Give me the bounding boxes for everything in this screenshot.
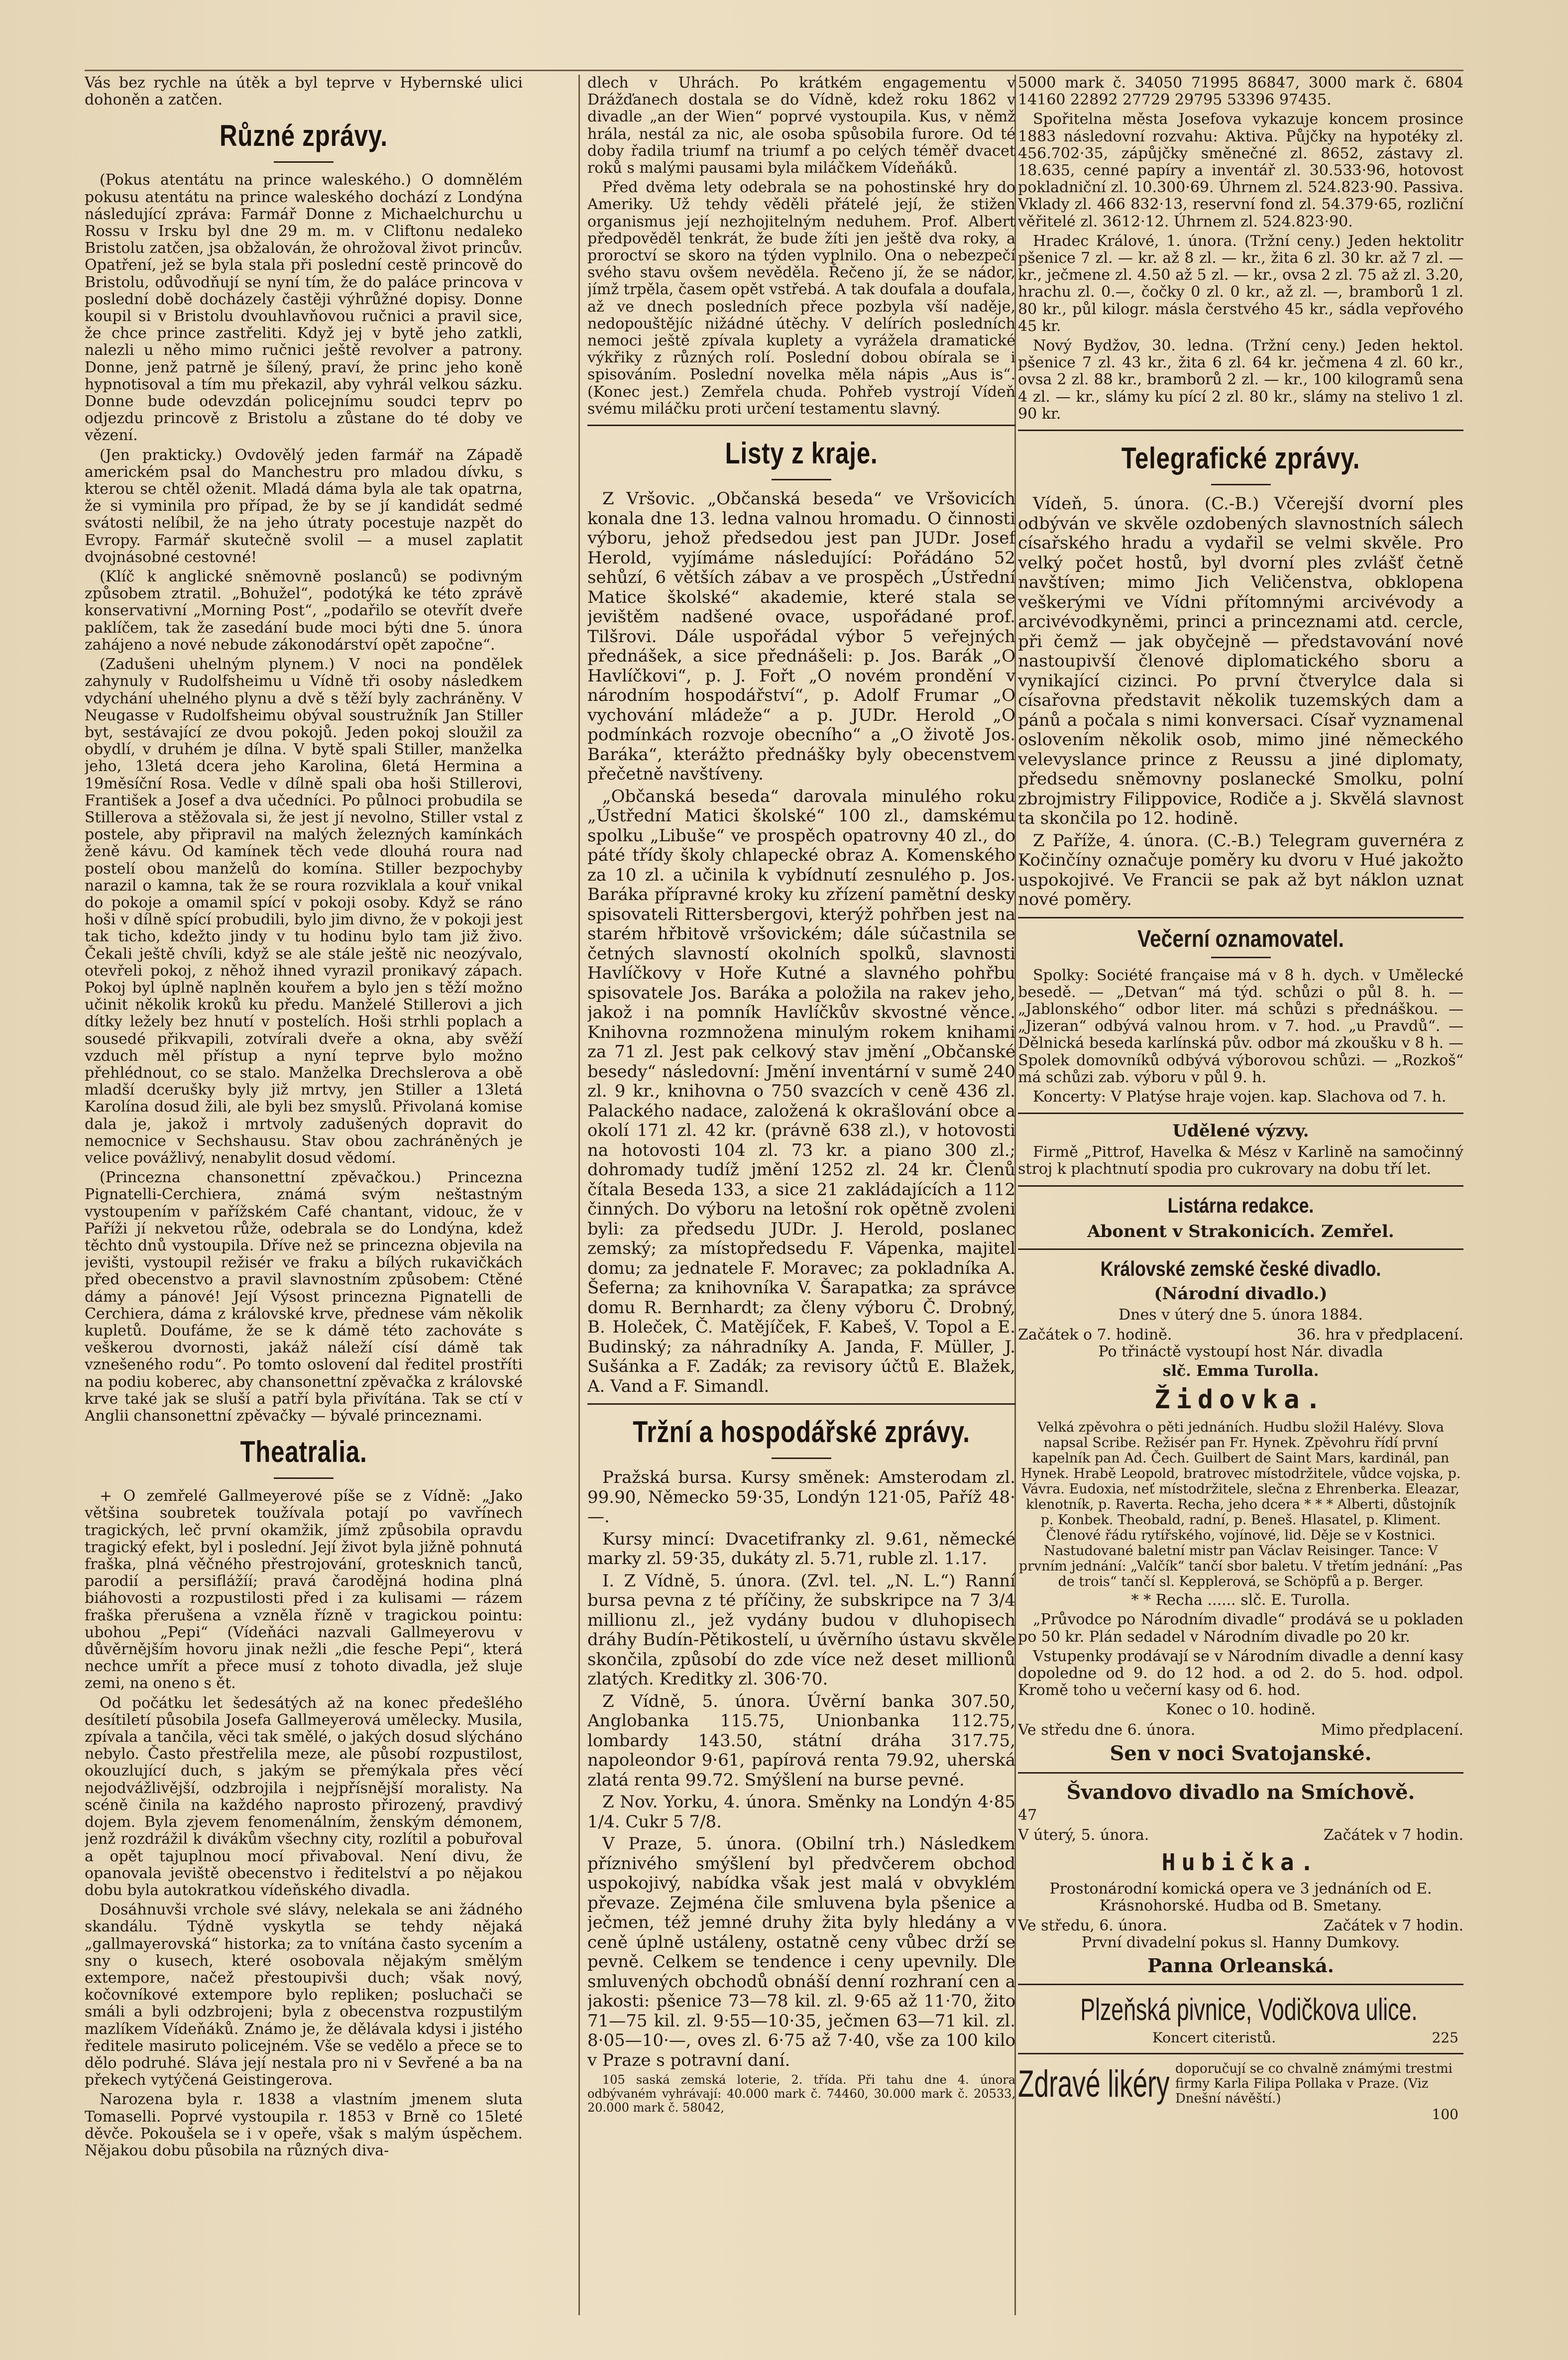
- article-paragraph: Hradec Králové, 1. února. (Tržní ceny.) Jeden hektolitr pšenice 7 zl. — kr. až 8 zl. — kr., žita 6 zl. 30 kr. až 7 zl. — kr., ječmene zl. 4.50 až 5 zl. — kr., ovsa 2 zl. 75 až zl. 3.20, hrachu zl. 0.—, čočky 0 zl. 0 kr., až zl. —, bramborů 1 zl. 80 kr., půl kilogr. másla čerstvého 45 kr., sádla vepřového 45 kr.: [1018, 232, 1463, 335]
- divider: [1018, 1185, 1463, 1187]
- column-1: [85, 75, 523, 2330]
- article-paragraph: Z Vídně, 5. února. Úvěrní banka 307.50, Anglobanka 115.75, Unionbanka 112.75, lombardy 143.50, státní dráha 317.75, napoleondor 9·61, papírová renta 79.92, uherská zlatá renta 99.72. Smýšlení na burse pevné.: [587, 1691, 1015, 1790]
- play-recha: * * Recha ...... slč. E. Turolla.: [1131, 1591, 1350, 1609]
- next-date: Ve středu dne 6. února.: [1018, 1721, 1196, 1739]
- article-paragraph: Kursy mincí: Dvacetifranky zl. 9.61, německé marky zl. 59·35, dukáty zl. 5.71, ruble zl. 1.17.: [587, 1529, 1015, 1569]
- article-paragraph: (Jen prakticky.) Ovdovělý jeden farmář na Západě americkém psal do Manchestru pro mladou dívku, s kterou se chtěl oženit. Mladá dáma byla ale tak opatrna, že si vyminila pro případ, že by se jí kandidát sedmé svátosti nelíbil, že na jeho útraty pocestuje nazpět do Evropy. Farmář skutečně svolil — a musel zaplatit dvojnásobné cestovné!: [85, 446, 523, 566]
- article-paragraph: Vídeň, 5. února. (C.-B.) Včerejší dvorní ples odbýván ve skvěle ozdobených slavnostních sálech císařského hradu a vydařil se velmi skvěle. Pro velký počet hostů, byl dvorní ples zvlášť četně navštíven; mimo Jich Veličenstva, obklopena veškerými ve Vídni přítomnými arcivévody a arcivévodkyněmi, princi a princeznami atd. cercle, při čemž — jak obyčejně — představování nové nastoupivší členové diplomatického sboru a vynikající cizinci. Po první čtverylce dala si císařovna představit několik tuzemských dam a pánů a počala s nimi konversaci. Císař vyznamenal oslovením několik osob, mimo jiné německého velevyslance prince z Reussu a jiné diplomaty, předsedu sněmovny poslanecké Smolku, polní zbrojmistry Filippovice, Rodiče a j. Skvělá slavnost ta skončila po 12. hodině.: [1018, 494, 1463, 829]
- announcement: Spolky: Société française má v 8 h. dych. v Umělecké besedě. — „Detvan“ má týd. schůzi o půl 8. h. — „Jablonského“ odbor liter. má schůzi s přednáškou. — „Jizeran“ odbývá valnou hrom. v 7. hod. „u Pravdů“. — Dělnická beseda karlínská pův. odbor má zkoušku v 8 h. — Spolek domovníků odbývá výborovou schůzi. — „Rozkoš“ má schůzi zab. výboru v půl 9. h.: [1018, 966, 1463, 1086]
- next-meta: [1018, 1721, 1463, 1739]
- play-end: Konec o 10. hodině.: [1166, 1701, 1316, 1719]
- next-subscription: Mimo předplacení.: [1321, 1721, 1463, 1739]
- divider: [1018, 917, 1463, 918]
- article-paragraph: Z Paříže, 4. února. (C.-B.) Telegram guvernéra z Kočinčíny označuje poměry ku dvoru v Hué jakožto uspokojivé. Ve Francii se pak až byt náklon uznat nové poměry.: [1018, 830, 1463, 910]
- smichov-meta: [1018, 1826, 1463, 1844]
- divider: [1018, 430, 1463, 431]
- ad-likery-logo: Zdravé likéry: [1018, 2062, 1170, 2105]
- divider: [772, 1458, 831, 1459]
- smichov-play: Hubička.: [1161, 1848, 1320, 1876]
- divider: [1018, 1248, 1463, 1250]
- divider: [1211, 957, 1271, 958]
- smichov-next-date: Ve středu, 6. února.: [1018, 1917, 1167, 1935]
- article-paragraph: Narozena byla r. 1838 a vlastním jmenem sluta Tomaselli. Poprvé vystoupila r. 1853 v Brně co 15leté děvče. Pokoušela se i v opeře, však s malým úspěchem. Nějakou dobu působila na různých diva-: [85, 2091, 523, 2159]
- next-play: Sen v noci Svatojanské.: [1110, 1741, 1372, 1765]
- smichov-title: Švandovo divadlo na Smíchově.: [1066, 1780, 1415, 1804]
- column-2: [587, 75, 1015, 2330]
- market-news: [587, 1468, 1015, 2070]
- article-paragraph: Z Nov. Yorku, 4. února. Směnky na Londýn 4·85 1/4. Cukr 5 7/8.: [587, 1792, 1015, 1832]
- article-paragraph: Z Vršovic. „Občanská beseda“ ve Vršovicích konala dne 13. ledna valnou hromadu. O činnosti výboru, jehož předsedou jest pan JUDr. Josef Herold, vyjímáme následující: Pořádáno 52 sehůzí, 6 větších zábav a ve prospěch „Ústřední Matice školské“ akademie, které stala se jevištěm nadšené ovace, uspořádané prof. Tilšrovi. Dále uspořádal výbor 5 veřejných přednášek, a sice přednášeli: p. Jos. Barák „O Havlíčkovi“, p. J. Fořt „O novém prondění v národním hospodářství“, p. Adolf Frumar „O vychování mládeže“ a p. JUDr. Herold „O podmínkách rozvoje obecního“ a „O životě Jos. Baráka“, kterážto přednášky byly obecenstvem přečetně navštíveny.: [587, 489, 1015, 785]
- divider: [1018, 1113, 1463, 1114]
- article-paragraph: Před dvěma lety odebrala se na pohostinské hry do Ameriky. Už tehdy věděli přátelé její, že stižen organismus její nezhojitelným neduhem. Prof. Albert předpověděl tenkrát, že bude žíti jen ještě dva roky, a proroctví se skoro na týden vyplnilo. Ona o nebezpečí svého stavu ovšem nevěděla. Řečeno jí, že se nádor, jímž trpěla, časem opět vstřebá. A tak doufala a doufala, až ve dnech posledních přece pozbyla vší naděje, nedopouštějíc nižádné útěchy. V delírích posledních nemoci ještě zpívala kuplety a vyrážela dramatické výkřiky z různých rolí. Poslední dobou obírala se i spisováním. Poslední novelka měla nápis „Aus is“. (Konec jest.) Zemřela chuda. Pohřeb vystrojí Vídeň svému miláčku proti určení testamentu slavný.: [587, 179, 1015, 418]
- divider: [1018, 1772, 1463, 1774]
- intro-text: Vás bez rychle na útěk a byl teprve v Hybernské ulici dohoněn a zatčen.: [85, 75, 523, 109]
- smichov-next-play: Panna Orleanská.: [1147, 1954, 1334, 1977]
- patents-title: Udělené výzvy.: [1172, 1121, 1309, 1141]
- article-paragraph: „Občanská beseda“ darovala minulého roku „Ústřední Matici školské“ 100 zl., damskému spolku „Libuše“ ve prospěch opatrovny 40 zl., do páté třídy školy chlapecké obraz A. Komenského za 10 zl. a učinila k vybídnutí zesnulého p. Jos. Baráka přípravné kroky ku zřízení pamětní desky spisovateli Rittersbergovi, kterýž pohřben jest na starém hřbitově vršovickém; dále súčastnila se četných slavností okolních spolků, slavnosti Havlíčkovy v Hoře Kutné a slavného pohřbu spisovatele Jos. Baráka a položila na rakev jeho, jakož i na pomník Havlíčkův skvostné věnce. Knihovna rozmnožena minulým rokem knihami za 71 zl. Jest pak celkový stav jmění „Občanské besedy“ následovní: Jmění inventární v sumě 240 zl. 9 kr., knihovna o 750 svazcích v ceně 436 zl. Palackého nadace, založená k okrašlování obce a okolí 171 zl. 42 kr. (právně 638 zl.), v hotovosti na hotovosti 104 zl. 73 kr. a piano 300 zl.; dohromady tudíž jmění 1252 zl. 24 kr. Členů čítala Beseda 133, a sice 21 zakládajících a 112 činných. Do výboru na letošní rok opětně zvoleni byli: za předsedu JUDr. J. Herold, poslanec zemský; za místopředsedu F. Vápenka, majitel domu; za jednatele F. Moravec; za pokladníka A. Šeferna; za knihovníka V. Šarapatka; za správce domu R. Bernhardt; za členy výboru Č. Drobný, B. Holeček, Č. Matějíček, F. Kabeš, V. Topol a E. Budinský; za náhradníky A. Janda, F. Müller, J. Sušánka a F. Zadák; za revisory účtů E. Blažek, A. Vand a F. Simandl.: [587, 786, 1015, 1396]
- play-tickets: Vstupenky prodávají se v Národním divadle a denní kasy dopoledne od 9. do 12 hod. a od 2. do 5. hod. odpol. Kromě toho u večerní kasy od 6. hod.: [1018, 1647, 1463, 1699]
- article-paragraph: Pražská bursa. Kursy směnek: Amsterodam zl. 99.90, Německo 59·35, Londýn 121·05, Paříž 48·—.: [587, 1467, 1015, 1527]
- patents-text: Firmě „Pittrof, Havelka & Mész v Karlině na samočinný stroj k plachtnutí spodia pro cukrovary na dobu tří let.: [1018, 1143, 1463, 1178]
- heading-listy-z-kraje: Listy z kraje.: [725, 437, 878, 470]
- theatre-subscription: 36. hra v předplacení.: [1296, 1326, 1463, 1344]
- divider: [587, 425, 1015, 426]
- article-paragraph: (Klíč k anglické sněmovně poslanců) se podivným způsobem ztratil. „Bohužel“, podotýká ke této zprávě konservativní „Morning Post“, „podařilo se otevřít dveře paklíčem, tak že zasedání bude moci býti dne 5. února zahájeno a nové nebude zákonodárství opět započne“.: [85, 568, 523, 654]
- theatre-start: Začátek o 7. hodině.: [1018, 1326, 1172, 1344]
- article-paragraph: (Pokus atentátu na prince waleského.) O domnělém pokusu atentátu na prince waleského dochází z Londýna následující zpráva: Farmář Donne z Michaelchurchu u Rossu v Irsku byl dne 29 m. m. v Cliftonu nedaleko Bristolu zatčen, jsa obžalován, že ohrožoval život princův. Opatření, jež se byla stala při poslední cestě princově do Bristolu, odůvodňují se nyní tím, že do paláce princova v poslední době docházely častěji výhrůžné dopisy. Donne koupil si v Bristolu dvouhlavňovou ručnici a pravil sice, že chce prince zastřeliti. Když jej v bytě jeho zatkli, nalezli u něho mimo ručnici ještě revolver a patrony. Donne, jenž patrně je šílený, praví, že princ jeho koně hypnotisoval a tím mu překazil, aby vyhrál velkou sázku. Donne bude odevzdán policejnímu soudci teprv po odjezdu princově z Bristolu a zůstane do té doby ve vězení.: [85, 171, 523, 445]
- article-paragraph: Spořitelna města Josefova vykazuje koncem prosince 1883 následovní rozvahu: Aktiva. Půjčky na hypotéky zl. 456.702·35, zápůjčky směnečné zl. 8652, zástavy zl. 18.635, cenné papíry a inventář zl. 30.533·96, hotovost pokladniční zl. 10.300·69. Úhrnem zl. 524.823·90. Passiva. Vklady zl. 466 832·13, reservní fond zl. 54.379·65, rozliční věřitelé zl. 3612·12. Úhrnem zl. 524.823·90.: [1018, 111, 1463, 230]
- announcement: Koncerty: V Platýse hraje vojen. kap. Slachova od 7. h.: [1033, 1088, 1447, 1106]
- article-paragraph: V Praze, 5. února. (Obilní trh.) Následkem příznivého smýšlení byl předvčerem obchod uspokojivý, nabídka však jest malá v obvyklém převaze. Zejména čile smluvena byla pšenice a ječmen, též jemné druhy žita byly hledány a v ceně úplně ustáleny, ostatně ceny vůbec drží se pevně. Celkem se tendence i ceny upevnily. Dle smluvených obchodů obnáší denní rozhraní cen a jakosti: pšenice 73—78 kil. zl. 9·65 až 11·70, žito 71—75 kil. zl. 9·55—10·35, ječmen 63—71 kil. zl. 8·05—10·—, oves zl. 6·75 až 7·40, vše za 100 kilo v Praze s potravní daní.: [587, 1834, 1015, 2070]
- divider: [772, 479, 831, 480]
- ad-likery-number: 100: [1432, 2106, 1458, 2123]
- smichov-next-start: Začátek v 7 hodin.: [1323, 1917, 1463, 1935]
- article-paragraph: Nový Bydžov, 30. ledna. (Tržní ceny.) Jeden hektol. pšenice 7 zl. 43 kr., žita 6 zl. 64 kr. ječmena 4 zl. 60 kr., ovsa 2 zl. 88 kr., bramborů 2 zl. — kr., 100 kilogramů sena 4 zl. — kr., slámy ku pící 2 zl. 80 kr., slámy na stelivo 1 zl. 90 kr.: [1018, 337, 1463, 423]
- top-rule: [85, 70, 1463, 71]
- smichov-description: Prostonárodní komická opera ve 3 jednáních od E. Krásnohorské. Hudba od B. Smetany.: [1049, 1880, 1432, 1915]
- column-rule-1: [578, 75, 580, 2315]
- telegraph-news: [1018, 494, 1463, 910]
- divider: [1018, 1984, 1463, 1985]
- smichov-next-meta: [1018, 1917, 1463, 1934]
- article-paragraph: Dosáhnuvši vrchole své slávy, nelekala se ani žádného skandálu. Týdně vyskytla se tehdy nějaká „gallmayerovská“ historka; za to vnítána často sycením a sny o kusech, které osobovala nějakým smělým extempore, načež přestoupivši duch; však nový, kočovníkové extempore bylo repliken; posluchači se smáli a byli odzbrojeni; byla z obecenstva rozpustilým mazlíkem Vídeňáků. Známo je, že dělávala kdysi i jistého ředitele masiruto policejném. Vše se vedělo a přece se to dělo podruhé. Sláva její nestala pro ni v Sevřené a ba na překech vytýčená Geistingerova.: [85, 1901, 523, 2089]
- article-paragraph: I. Z Vídně, 5. února. (Zvl. tel. „N. L.“) Ranní bursa pevna z té příčiny, že subskripce na 7 3/4 millionu zl., jež vydány budou v dluhopisech dráhy Budín-Pětikostelí, u úvěrního ústavu skvěle skončila, způsobí do zde více než deset millionů zlatých. Kreditky zl. 306·70.: [587, 1571, 1015, 1689]
- smichov-program: [1018, 1781, 1463, 1977]
- article-paragraph: Od počátku let šedesátých až na konec předešlého desítiletí působila Josefa Gallmeyerová umělecky. Musila, zpívala a tančila, věci tak smělé, o jakých dosud slýcháno nebylo. Často přestřelila meze, ale působí rozpustilost, okouzlující duch, s jakým se přemýkala přes věcí nejodvážlivější, odzbrojila i nejpřísnější moralisty. Na scéně činila na každého naprosto přirozený, pravdivý dojem. Byla zjevem fenomenálním, ženským démonem, jenž rozdrážil k divákům všechny city, rozlítil a pobuřoval a opět tajuplnou mocí přivaboval. Není divu, že opanovala jeviště obecenstvo i ředitelství a po nějakou dobu byla autokratkou vídeňského divadla.: [85, 1694, 523, 1899]
- divider: [587, 1403, 1015, 1405]
- article-paragraph: (Princezna chansonettní zpěvačkou.) Princezna Pignatelli-Cerchiera, známá svým neštastným vystoupením v pařížském Café chantant, vidouc, že v Paříži jí nekvetou růže, odebrala se do Londýna, kdež těchto dnů vystoupila. Dříve než se princezna objevila na jevišti, vystoupil režisér ve fraku a bílých rukavičkách před obecenstvo a pravil slavnostním způsobem: Ctěné dámy a pánové! Její Výsost princezna Pignatelli de Cerchiera, dáma z královské krve, přednese vám několik kupletů. Doufáme, že se k dámě této zachováte s veškerou dvornosti, jakáž náleží císí dámě tak vznešeného rodu“. Po tomto oslovení dal ředitel prostříti na podiu koberec, aby chansonettní zpěvačka z královské krve také jak se sluší a patří byla přivítána. Tak se ctí v Anglii chansonettní zpěvačky — bývalé princeznami.: [85, 1169, 523, 1425]
- ad-plzenska-pivnice: Plzeňská pivnice, Vodičkova ulice.: [1080, 1993, 1418, 2027]
- theatre-program: [1018, 1257, 1463, 1765]
- article-paragraph: 105 saská zemská loterie, 2. třída. Při tahu dne 4. února odbývaném vyhrávají: 40.000 mark č. 74460, 30.000 mark č. 20533, 20.000 mark č. 58042,: [587, 2073, 1015, 2115]
- theatre-meta: [1018, 1326, 1463, 1344]
- ad-pivnice-meta: [1018, 2029, 1463, 2046]
- smichov-next-description: První divadelní pokus sl. Hanny Dumkovy.: [1081, 1934, 1400, 1952]
- theatre-subtitle: (Národní divadlo.): [1154, 1283, 1328, 1304]
- ad-zdrave-likery: [1018, 2061, 1463, 2106]
- smichov-date: V úterý, 5. února.: [1018, 1826, 1149, 1844]
- article-paragraph: dlech v Uhrách. Po krátkém engagementu v Drážďanech dostala se do Vídně, kdež roku 1862 v divadle „an der Wien“ poprvé vystoupila. Kus, v němž hrála, nestál za nic, ale osoba spůsobila furore. Od té doby řadila triumf na triumf a po celých téměř dvacet roků s malými pausami byla miláčkem Vídeňáků.: [587, 75, 1015, 177]
- heading-ruzne-zpravy: Různé zprávy.: [220, 119, 388, 153]
- column-3: [1018, 75, 1463, 2330]
- divider: [274, 161, 334, 163]
- smichov-start: Začátek v 7 hodin.: [1323, 1826, 1463, 1844]
- theatre-date: Dnes v úterý dne 5. února 1884.: [1119, 1306, 1363, 1324]
- article-paragraph: 5000 mark č. 34050 71995 86847, 3000 mark č. 6804 14160 22892 27729 29795 53396 97435.: [1018, 75, 1463, 109]
- divider: [1018, 2053, 1463, 2054]
- theatre-guest: Po třináctě vystoupí host Nár. divadla: [1098, 1343, 1383, 1360]
- theatre-guest-name: slč. Emma Turolla.: [1162, 1362, 1319, 1380]
- divider: [1211, 484, 1271, 485]
- play-title: Židovka.: [1154, 1385, 1327, 1415]
- ad-pivnice-subtitle: Koncert citeristů.: [1152, 2029, 1276, 2046]
- theatre-title: Královské zemské české divadlo.: [1100, 1256, 1381, 1280]
- ad-likery-text: doporučují se co chvalně známými trestmi firmy Karla Filipa Pollaka v Praze. (Viz Dnešní návěští.): [1175, 2061, 1453, 2107]
- article-paragraph: (Zadušeni uhelným plynem.) V noci na pondělek zahynuly v Rudolfsheimu u Vídně tři osoby následkem vdychání uhelného plynu a dvě s těží byly zachráněny. V Neugasse v Rudolfsheimu obýval soustružník Jan Stiller byt, sestávající ze dvou pokojů. Jeden pokoj sloužil za obydlí, v druhém je dílna. V bytě spali Stiller, manželka jeho, 13letá dcera jeho Karolina, 6letá Hermina a 19měsíční Rosa. Vedle v dílně spali oba hoši Stillerovi, František a Josef a dva učedníci. Po půlnoci probudila se Stillerova a stěžovala si, že jest jí nevolno, Stiller vstal z postele, aby připravil na malých železných kamínkách ženě kávu. Od kamínek těch vede dlouhá roura nad postelí obou manželů do komína. Stiller bezpochyby narazil o kamna, tak že se roura rozviklala a kouř vnikal do pokoje a omamil spící v pokoji osoby. Když se ráno hoši v dílně spící probudili, bylo jim divno, že v pokoji jest tak ticho, kdežto jindy v tu hodinu bylo tam již živo. Čekali ještě chvíli, když se ale stále ještě nic neozývalo, otevřeli pokoj, z něhož ihned vyrazil pronikavý zápach. Pokoj byl úplně naplněn kouřem a bylo jen s těží možno učinit několik kroků ku předu. Manželé Stillerovi a jich dítky ležely bez hnutí v postelích. Hoši strhli poplach a sousedé přikvapili, zotvírali dveře a okna, aby svěží vzduch měl přístup a nyní teprve bylo možno přehlédnout, co se stalo. Manželka Drechslerova a obě mladší dcerušky byly již mrtvy, jen Stiller a 13letá Karolína dosud žili, ale byli bez smyslů. Přivolaná komise dala je, jakož i mrtvoly zadušených dopravit do nemocnice v Sechshausu. Stav obou zachráněných je velice povážlivý, nenabylit dosud vědomí.: [85, 656, 523, 1167]
- heading-theatralia: Theatralia.: [240, 1435, 367, 1469]
- heading-vecerni-oznamovatel: Večerní oznamovatel.: [1137, 925, 1344, 952]
- play-description: Velká zpěvohra o pěti jednáních. Hudbu složil Halévy. Slova napsal Scribe. Režisér pan Fr. Hynek. Zpěvohru řídí první kapelník pan Ad. Čech. Guilbert de Saint Mars, kardinál, pan Hynek. Hrabě Leopold, bratrovec místodržitele, vůdce vojska, p. Vávra. Eudoxia, neť místodržitele, slečna z Ehrenberka. Eleazar, klenotník, p. Raverta. Recha, jeho dcera * * * Alberti, důstojník p. Konbek. Theobald, radní, p. Beneš. Hlasatel, p. Kliment. Členové řádu rytířského, vojínové, lid. Děje se v Kostnici. Nastudované baletní mistr pan Václav Reisinger. Tance: V prvním jednání: „Valčík“ tančí sbor baletu. V třetím jednání: „Pas de trois“ tančí sl. Kepplerová, se Schöpfů a p. Berger.: [1018, 1420, 1463, 1590]
- play-note: „Průvodce po Národním divadle“ prodává se u pokladen po 50 kr. Plán sedadel v Národním divadle po 20 kr.: [1018, 1611, 1463, 1646]
- smichov-number: 47: [1018, 1806, 1037, 1824]
- article-paragraph: + O zemřelé Gallmeyerové píše se z Vídně: „Jako většina soubretek toužívala potají po vavřínech tragických, leč první okamžik, jímž způsobila opravdu tragický efekt, byl i poslední. Její život byla jižně pohnutá fraška, plná věčného přestrojování, grotesknich tanců, parodií a persiflážíí; pravá čarodějná hodina plná biáhovosti a rozpustilosti před i za kulisami — rázem fraška přerušena a vzněla řízně v tragickou pointu: ubohou „Pepi“ (Vídeňáci nazvali Gallmeyerovu v důvěrnějším hovoru jinak nežli „die fesche Pepi“, která nechce umřít a přece musí z tohoto divadla, jež sluje zemi, na oneno s ět.: [85, 1487, 523, 1692]
- editorial-mailbox-title: Listárna redakce.: [1167, 1193, 1314, 1217]
- editorial-mailbox-text: Abonent v Strakonicích. Zemřel.: [1087, 1221, 1394, 1241]
- divider: [274, 1477, 334, 1479]
- heading-trzni-zpravy: Tržní a hospodářské zprávy.: [633, 1415, 970, 1449]
- regional-news: [587, 489, 1015, 1396]
- ad-pivnice-number: 225: [1432, 2029, 1458, 2046]
- heading-telegraficke-zpravy: Telegrafické zprávy.: [1121, 442, 1360, 475]
